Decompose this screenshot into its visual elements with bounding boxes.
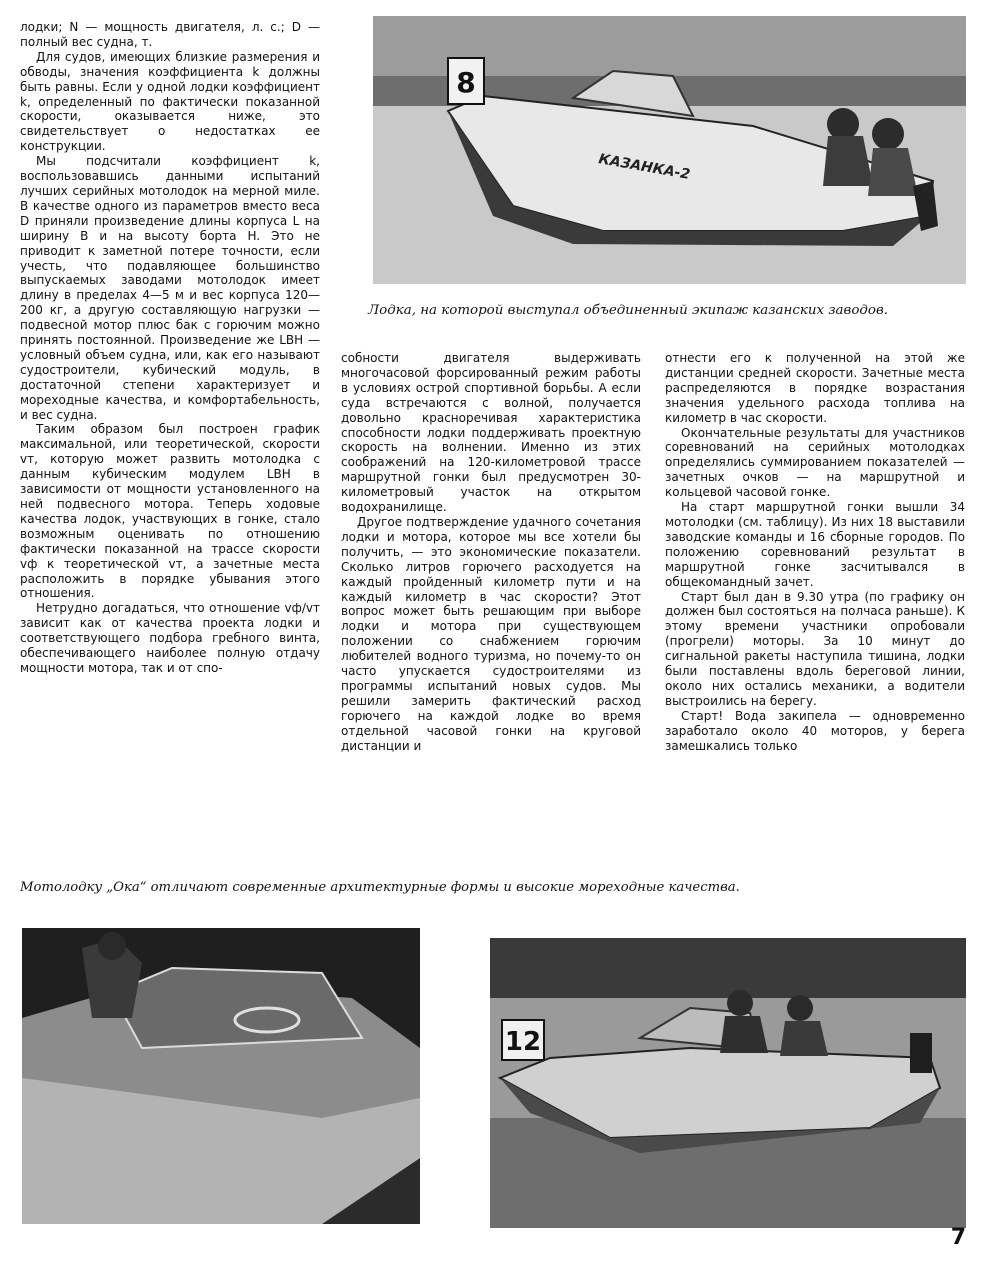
paragraph: отнести его к полученной на этой же дистанции средней скорости. Зачетные места распределяются в порядке возрастания значения удельного расхода топлива на километр в час скорости. xyxy=(665,351,965,425)
paragraph: Таким образом был построен график максимальной, или теоретической, скорости vт, которую может развить мотолодка с данным кубическим модулем LBH в зависимости от мощности установленного на ней подвесного мотора. Теперь ходовые качества лодок, участвующих в гонке, стало возможным оценивать по отношению фактически показанной на трассе скорости vф к теоретической vт, а зачетные места расположить в порядке убывания этого отношения. xyxy=(20,422,320,601)
paragraph: Нетрудно догадаться, что отношение vф/vт зависит как от качества проекта лодки и соответствующего подбора гребного винта, обеспечивающего наиболее полную отдачу мощности мотора, так и от спо- xyxy=(20,601,320,675)
text-column-1 xyxy=(20,20,320,676)
photo-oka-boat-closeup xyxy=(22,928,420,1224)
photo-kazanka-boat xyxy=(373,16,966,284)
caption-top-photo: Лодка, на которой выступал объединенный экипаж казанских заводов. xyxy=(368,303,888,318)
page-number: 7 xyxy=(950,1225,966,1250)
photo-oka-running-image xyxy=(490,938,966,1228)
text-column-3 xyxy=(665,351,965,753)
text-column-2 xyxy=(341,351,641,753)
paragraph: Старт был дан в 9.30 утра (по графику он должен был состояться на полчаса раньше). К этому времени участники опробовали (прогрели) моторы. За 10 минут до сигнальной ракеты наступила тишина, лодки были поставлены вдоль береговой линии, около них остались механики, а водители выстроились на берегу. xyxy=(665,589,965,708)
photo-oka-boat-running xyxy=(490,938,966,1228)
photo-kazanka-image xyxy=(373,16,966,284)
boat-number-8: 8 xyxy=(456,66,476,99)
hull-name-kazanka: КАЗАНКА-2 xyxy=(597,151,692,184)
paragraph: лодки; N — мощность двигателя, л. с.; D — полный вес судна, т. xyxy=(20,20,320,49)
boat-number-12: 12 xyxy=(504,1027,542,1057)
paragraph: Старт! Вода закипела — одновременно заработало около 40 моторов, у берега замешкались только xyxy=(665,708,965,753)
paragraph: Окончательные результаты для участников соревнований на серийных мотолодках определялись суммированием показателей — зачетных очков — на маршрутной и кольцевой часовой гонке. xyxy=(665,425,965,500)
caption-oka-photos: Мотолодку „Ока“ отличают современные архитектурные формы и высокие мореходные качества. xyxy=(20,880,740,895)
paragraph: собности двигателя выдерживать многочасовой форсированный режим работы в условиях острой спортивной борьбы. А если суда встречаются с волной, получается довольно красноречивая характеристика способности лодки поддерживать проектную скорость на волнении. Именно из этих соображений на 120-километровой трассе маршрутной гонки был предусмотрен 30-километровый участок на открытом водохранилище. xyxy=(341,351,641,515)
paragraph: Мы подсчитали коэффициент k, воспользовавшись данными испытаний лучших серийных мотолодок на мерной миле. В качестве одного из параметров вместо веса D приняли произведение длины корпуса L на ширину B и на высоту борта H. Это не приводит к заметной потере точности, если учесть, что подавляющее большинство выпускаемых заводами мотолодок имеет длину в пределах 4—5 м и вес корпуса 120—200 кг, а другую составляющую нагрузки — подвесной мотор плюс бак с горючим можно принять постоянной. Произведение же LBH — условный объем судна, или, как его называют судостроители, кубический модуль, в достаточной степени характеризует и мореходные качества, и комфортабельность, и вес судна. xyxy=(20,154,320,422)
paragraph: Для судов, имеющих близкие размерения и обводы, значения коэффициента k должны быть равны. Если у одной лодки коэффициент k, определенный по фактически показанной скорости, оказывается ниже, это свидетельствует о недостатках ее конструкции. xyxy=(20,49,320,154)
paragraph: На старт маршрутной гонки вышли 34 мотолодки (см. таблицу). Из них 18 выставили заводские команды и 16 сборные городов. По положению соревнований результат в маршрутной гонке засчитывался в общекомандный зачет. xyxy=(665,500,965,589)
paragraph: Другое подтверждение удачного сочетания лодки и мотора, которое мы все хотели бы получить, — это экономические показатели. Сколько литров горючего расходуется на каждый пройденный километр пути и на каждый километр в час скорости? Этот вопрос может быть решающим при выборе лодки и мотора при существующем положении со снабжением горючим любителей водного туризма, но почему-то он часто упускается судостроителями из программы испытаний новых судов. Мы решили замерить фактический расход горючего на каждой лодке во время отдельной часовой гонки на круговой дистанции и xyxy=(341,514,641,753)
photo-oka-closeup-image xyxy=(22,928,420,1224)
